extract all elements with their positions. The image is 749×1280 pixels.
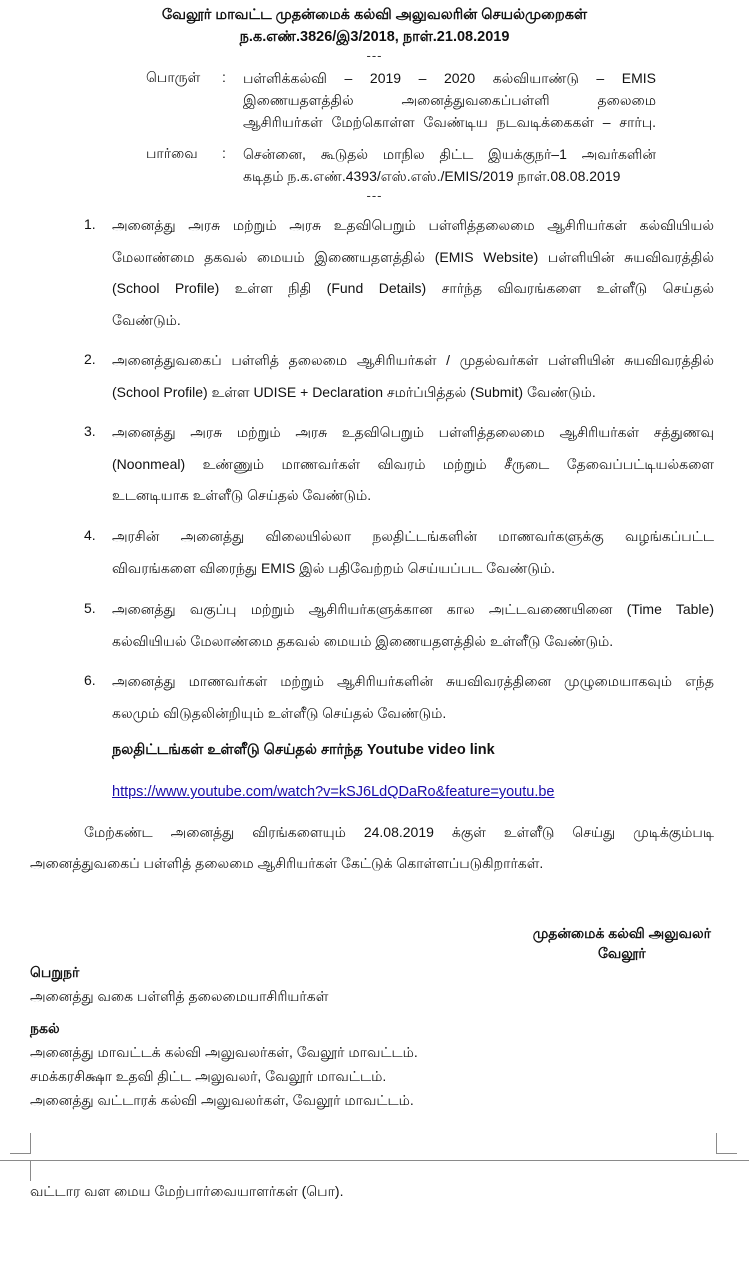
item-line: வேண்டும். (112, 311, 181, 328)
item-line: விவரங்களை விரைந்து EMIS இல் பதிவேற்றம் செய்யப்பட வேண்டும். (112, 559, 555, 576)
document-title: வேலூர் மாவட்ட முதன்மைக் கல்வி அலுவலரின் செயல்முறைகள் (161, 7, 588, 23)
item-line: அனைத்து அரசு மற்றும் அரசு உதவிபெறும் பள்ளித்தலைமை ஆசிரியர்கள் சத்துணவு (112, 424, 714, 440)
item-line: (School Profile) உள்ள நிதி (Fund Details) சார்ந்த விவரங்களை உள்ளீடு செய்தல் (112, 280, 715, 296)
page-corner-mark (716, 1133, 737, 1154)
closing-line: அனைத்துவகைப் பள்ளித் தலைமை ஆசிரியர்கள் கேட்டுக் கொள்ளப்படுகிறார்கள். (30, 855, 544, 871)
closing-line: மேற்கண்ட அனைத்து விரங்களையும் 24.08.2019 க்குள் உள்ளீடு செய்து முடிக்கும்படி (84, 824, 714, 840)
item-body (112, 423, 714, 518)
item-body (112, 672, 714, 735)
subject-line: இணையதளத்தில் அனைத்துவகைப்பள்ளி தலைமை (243, 92, 656, 108)
page-break-line (0, 1160, 749, 1161)
video-link-heading: நலதிட்டங்கள் உள்ளீடு செய்தல் சார்ந்த Youtube video link (112, 742, 495, 758)
item-line: கல்வியியல் மேலாண்மை தகவல் மையம் இணையதளத்தில் உள்ளீடு வேண்டும். (112, 632, 614, 649)
item-body (112, 527, 714, 590)
signatory-designation: முதன்மைக் கல்வி அலுவலர் (532, 925, 711, 941)
divider: --- (366, 48, 383, 63)
item-number: 2. (84, 351, 96, 367)
item-line: உடனடியாக உள்ளீடு செய்தல் வேண்டும். (112, 487, 372, 503)
copy-line: சமக்கரசிக்ஷா உதவி திட்ட அலுவலர், வேலூர் மாவட்டம். (30, 1068, 387, 1084)
item-line: அனைத்து வகுப்பு மற்றும் ஆசிரியர்களுக்கான கால அட்டவணையினை (Time Table) (112, 601, 714, 617)
reference-line: சென்னை, கூடுதல் மாநில திட்ட இயக்குநர்–1 அவர்களின் (243, 146, 656, 162)
item-line: அனைத்து மாணவர்கள் மற்றும் ஆசிரியர்களின் சுயவிவரத்தினை முழுமையாகவும் எந்த (112, 673, 714, 689)
item-line: (Noonmeal) உண்ணும் மாணவர்கள் விவரம் மற்றும் சீருடை தேவைப்பட்டியல்களை (112, 455, 714, 472)
item-number: 4. (84, 527, 96, 543)
subject-line: ஆசிரியர்கள் மேற்கொள்ள வேண்டிய நடவடிக்கைகள் – சார்பு. (243, 114, 656, 130)
recipient-text: அனைத்து வகை பள்ளித் தலைமையாசிரியர்கள் (30, 988, 329, 1004)
item-line: அனைத்து அரசு மற்றும் அரசு உதவிபெறும் பள்ளித்தலைமை ஆசிரியர்கள் கல்வியியல் (112, 217, 714, 233)
item-number: 5. (84, 600, 96, 616)
page-corner-mark (10, 1160, 31, 1181)
item-number: 3. (84, 423, 96, 439)
copy-line: அனைத்து மாவட்டக் கல்வி அலுவலர்கள், வேலூர் மாவட்டம். (30, 1044, 418, 1060)
signature-block (533, 923, 711, 963)
item-body (112, 600, 714, 663)
youtube-link[interactable]: https://www.youtube.com/watch?v=kSJ6LdQDaRo&feature=youtu.be (112, 784, 555, 800)
page-corner-mark (10, 1133, 31, 1154)
item-line: மேலாண்மை தகவல் மையம் இணையதளத்தில் (EMIS Website) பள்ளியின் சுயவிவரத்தில் (112, 248, 714, 265)
item-line: அனைத்துவகைப் பள்ளித் தலைமை ஆசிரியர்கள் / முதல்வர்கள் பள்ளியின் சுயவிவரத்தில் (112, 352, 714, 368)
reference-label: பார்வை (146, 145, 198, 161)
subject-colon: : (222, 69, 226, 85)
reference-text (243, 143, 656, 187)
copy-line: வட்டார வள மைய மேற்பார்வையாளர்கள் (பொ). (30, 1183, 344, 1199)
reference-colon: : (222, 145, 226, 161)
item-line: கலமும் விடுதலின்றியும் உள்ளீடு செய்தல் வேண்டும். (112, 704, 447, 721)
item-number: 6. (84, 672, 96, 688)
item-number: 1. (84, 216, 96, 232)
reference-line: கடிதம் ந.க.எண்.4393/எஸ்.எஸ்./EMIS/2019 நாள்.08.08.2019 (243, 168, 621, 184)
item-line: (School Profile) உள்ள UDISE + Declaration சமர்ப்பித்தல் (Submit) வேண்டும். (112, 383, 596, 400)
item-body (112, 351, 714, 414)
item-body (112, 216, 714, 342)
reference-number: ந.க.எண்.3826/இ3/2018, நாள்.21.08.2019 (239, 29, 510, 45)
closing-paragraph (30, 823, 714, 885)
signatory-place: வேலூர் (597, 945, 646, 961)
item-line: அரசின் அனைத்து விலையில்லா நலதிட்டங்களின் மாணவர்களுக்கு வழங்கப்பட்ட (112, 528, 714, 544)
subject-line: பள்ளிக்கல்வி – 2019 – 2020 கல்வியாண்டு – EMIS (243, 70, 656, 86)
copy-line: அனைத்து வட்டாரக் கல்வி அலுவலர்கள், வேலூர் மாவட்டம். (30, 1092, 414, 1108)
subject-label: பொருள் (146, 69, 201, 85)
divider: --- (366, 188, 383, 203)
copy-label: நகல் (30, 1020, 60, 1036)
recipient-label: பெறுநர் (30, 964, 80, 980)
subject-text (243, 67, 656, 133)
